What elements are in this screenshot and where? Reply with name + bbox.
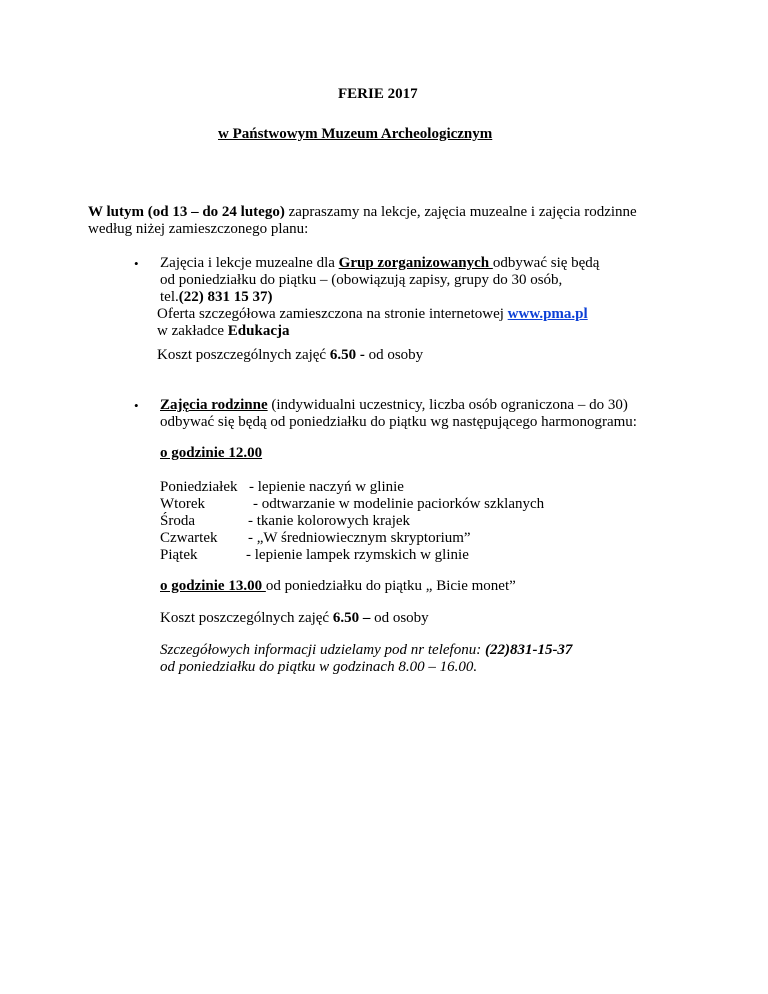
- bullet-icon: •: [134, 398, 139, 413]
- schedule-activity: - lepienie lampek rzymskich w glinie: [246, 547, 469, 563]
- cost-value: 6.50 –: [332, 610, 371, 626]
- schedule-day: Piątek: [160, 547, 198, 563]
- section1-line-1: [160, 255, 599, 272]
- section2-cost: [160, 610, 429, 627]
- bullet-icon: •: [134, 256, 139, 271]
- cost-value: 6.50 -: [329, 347, 365, 363]
- intro-text: zapraszamy na lekcje, zajęcia muzealne i zajęcia rodzinne: [284, 204, 637, 220]
- schedule-activity: - odtwarzanie w modelinie paciorków szklanych: [253, 496, 545, 512]
- schedule-day: Wtorek: [160, 496, 205, 512]
- section1-line-5: [157, 323, 289, 340]
- info-phone: (22)831-15-37: [484, 642, 573, 658]
- education-label: Edukacja: [227, 323, 290, 339]
- time-13: o godzinie 13.00: [160, 578, 266, 594]
- section2-line-1: [160, 397, 628, 414]
- info-line-2: od poniedziałku do piątku w godzinach 8.00 – 16.00.: [160, 659, 478, 675]
- family-desc: (indywidualni uczestnicy, liczba osób ograniczona – do 30): [267, 397, 628, 413]
- section1-text-c: odbywać się będą: [492, 255, 600, 271]
- coin-minting: od poniedziałku do piątku „ Bicie monet”: [265, 578, 516, 594]
- schedule-day: Czwartek: [160, 530, 218, 546]
- offer-text: Oferta szczegółowa zamieszczona na stronie internetowej: [157, 306, 508, 322]
- cost-unit: od osoby: [364, 347, 424, 363]
- info-text: Szczegółowych informacji udzielamy pod nr telefonu:: [160, 642, 485, 658]
- cost-text: Koszt poszczególnych zajęć: [157, 347, 330, 363]
- section1-line-2: od poniedziałku do piątku – (obowiązują zapisy, grupy do 30 osób,: [160, 272, 563, 288]
- family-title: Zajęcia rodzinne: [160, 397, 268, 413]
- section1-line-4: [157, 306, 588, 323]
- intro-dates: W lutym (od 13 – do 24 lutego): [88, 204, 285, 220]
- section1-line-3: [160, 289, 273, 306]
- section1-cost: [157, 347, 423, 364]
- info-line-1: [160, 642, 572, 659]
- tel-label: tel.: [160, 289, 179, 305]
- time-13-line: [160, 578, 516, 595]
- page-subtitle: w Państwowym Muzeum Archeologicznym: [218, 126, 493, 142]
- schedule-activity: - tkanie kolorowych krajek: [248, 513, 411, 529]
- intro-line-2: według niżej zamieszczonego planu:: [88, 221, 309, 237]
- tel-number: (22) 831 15 37): [178, 289, 273, 305]
- intro-line-1: [88, 204, 637, 221]
- cost-unit: od osoby: [370, 610, 429, 626]
- schedule-activity: - „W średniowiecznym skryptorium”: [248, 530, 471, 546]
- group-label: Grup zorganizowanych: [338, 255, 493, 271]
- schedule-activity: - lepienie naczyń w glinie: [249, 479, 404, 495]
- schedule-day: Poniedziałek: [160, 479, 238, 495]
- cost-text: Koszt poszczególnych zajęć: [160, 610, 333, 626]
- section1-text-a: Zajęcia i lekcje muzealne dla: [160, 255, 339, 271]
- website-link[interactable]: www.pma.pl: [507, 306, 588, 322]
- schedule-day: Środa: [160, 513, 195, 529]
- section2-line-2: odbywać się będą od poniedziałku do piątku wg następującego harmonogramu:: [160, 414, 637, 430]
- page-title: FERIE 2017: [338, 86, 418, 102]
- tab-text: w zakładce: [157, 323, 228, 339]
- time-12: o godzinie 12.00: [160, 445, 263, 461]
